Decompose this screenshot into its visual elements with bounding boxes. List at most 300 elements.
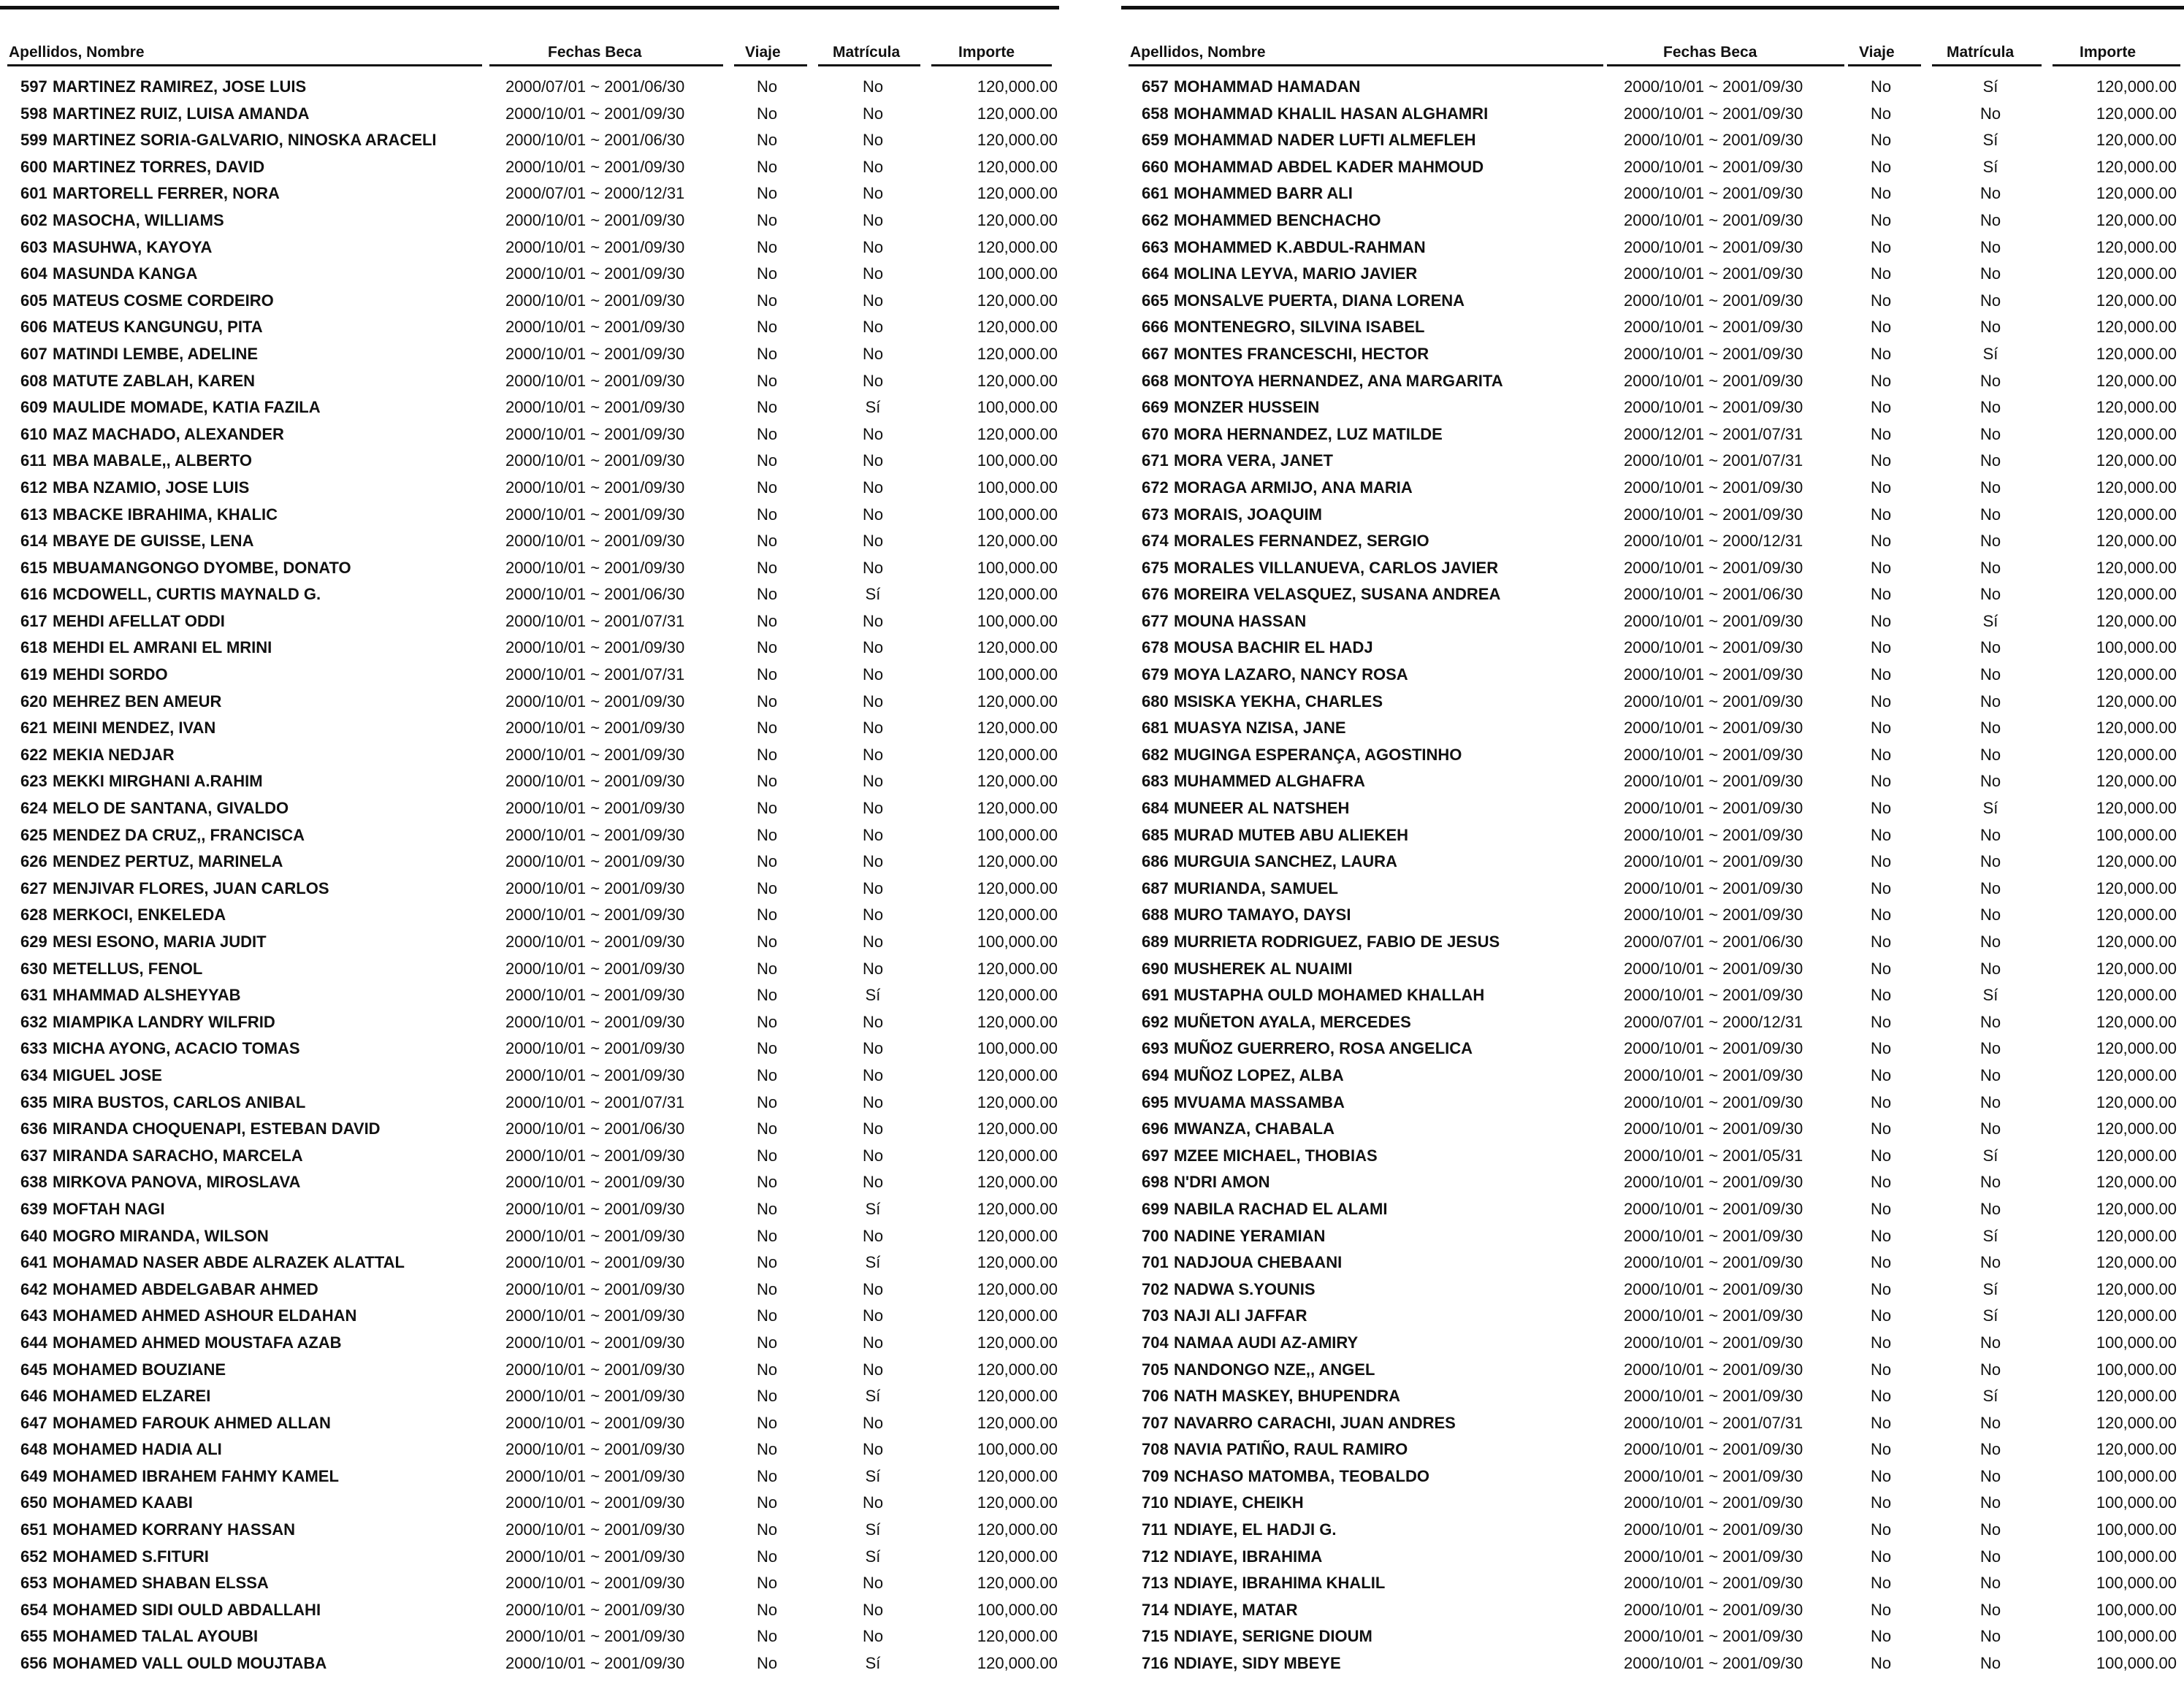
header-dates: Fechas Beca xyxy=(1663,44,1757,61)
row-name: MOHAMMED BENCHACHO xyxy=(1174,210,1381,229)
row-dates: 2000/10/01 ~ 2001/06/30 xyxy=(505,131,685,150)
table-row xyxy=(0,797,1059,824)
table-row xyxy=(0,1359,1059,1386)
row-matricula: No xyxy=(862,237,884,256)
row-viaje: No xyxy=(1870,1119,1892,1138)
table-row xyxy=(1121,316,2184,343)
table-row xyxy=(0,263,1059,290)
row-number: 611 xyxy=(20,451,47,470)
table-row xyxy=(1121,1225,2184,1252)
row-name: MOYA LAZARO, NANCY ROSA xyxy=(1174,665,1408,684)
row-number: 654 xyxy=(20,1600,47,1619)
row-viaje: No xyxy=(756,878,778,897)
row-number: 695 xyxy=(1142,1092,1169,1111)
row-dates: 2000/10/01 ~ 2001/09/30 xyxy=(505,1333,685,1352)
row-importe: 120,000.00 xyxy=(977,424,1058,443)
row-matricula: No xyxy=(1979,1574,2001,1593)
row-importe: 120,000.00 xyxy=(2096,745,2177,764)
row-number: 690 xyxy=(1142,959,1169,978)
row-name: MOHAMED ABDELGABAR AHMED xyxy=(53,1279,318,1298)
row-number: 657 xyxy=(1142,77,1169,96)
row-importe: 120,000.00 xyxy=(2096,1387,2177,1406)
row-importe: 120,000.00 xyxy=(977,585,1058,604)
row-matricula: No xyxy=(862,933,884,951)
row-viaje: No xyxy=(1870,825,1892,844)
row-name: MATEUS KANGUNGU, PITA xyxy=(53,318,263,337)
row-dates: 2000/10/01 ~ 2001/09/30 xyxy=(1624,318,1803,337)
row-importe: 100,000.00 xyxy=(2096,1360,2177,1379)
row-matricula: No xyxy=(1979,905,2001,924)
row-viaje: No xyxy=(756,1146,778,1165)
row-name: MOHAMMAD NADER LUFTI ALMEFLEH xyxy=(1174,131,1476,150)
row-dates: 2000/10/01 ~ 2001/09/30 xyxy=(505,1199,685,1218)
row-dates: 2000/10/01 ~ 2001/09/30 xyxy=(505,1065,685,1084)
row-dates: 2000/10/01 ~ 2001/09/30 xyxy=(505,1600,685,1619)
row-viaje: No xyxy=(756,1119,778,1138)
table-row xyxy=(0,878,1059,905)
row-importe: 120,000.00 xyxy=(977,131,1058,150)
row-dates: 2000/10/01 ~ 2001/09/30 xyxy=(1624,1039,1803,1058)
table-row xyxy=(0,1065,1059,1092)
row-viaje: No xyxy=(756,1547,778,1566)
table-row xyxy=(1121,1171,2184,1198)
row-dates: 2000/10/01 ~ 2001/09/30 xyxy=(505,1279,685,1298)
row-dates: 2000/10/01 ~ 2001/09/30 xyxy=(505,1440,685,1459)
row-name: MERKOCI, ENKELEDA xyxy=(53,905,226,924)
row-importe: 120,000.00 xyxy=(977,1627,1058,1646)
row-dates: 2000/10/01 ~ 2001/06/30 xyxy=(505,585,685,604)
row-name: MORALES VILLANUEVA, CARLOS JAVIER xyxy=(1174,558,1499,577)
row-viaje: No xyxy=(1870,291,1892,310)
table-row xyxy=(0,1252,1059,1279)
row-matricula: No xyxy=(862,1279,884,1298)
header-underline xyxy=(489,64,723,66)
row-importe: 120,000.00 xyxy=(977,772,1058,791)
row-matricula: No xyxy=(862,1092,884,1111)
row-number: 622 xyxy=(20,745,47,764)
row-dates: 2000/10/01 ~ 2001/05/31 xyxy=(1624,1146,1803,1165)
row-number: 629 xyxy=(20,933,47,951)
table-row xyxy=(1121,237,2184,264)
row-viaje: No xyxy=(1870,424,1892,443)
row-number: 689 xyxy=(1142,933,1169,951)
row-matricula: No xyxy=(862,478,884,497)
row-matricula: Sí xyxy=(865,1654,881,1673)
row-importe: 120,000.00 xyxy=(977,1119,1058,1138)
header-importe: Importe xyxy=(2080,44,2137,61)
row-importe: 100,000.00 xyxy=(2096,1574,2177,1593)
table-row xyxy=(0,1332,1059,1359)
row-matricula: No xyxy=(1979,398,2001,417)
row-name: NDIAYE, MATAR xyxy=(1174,1600,1298,1619)
row-number: 685 xyxy=(1142,825,1169,844)
row-dates: 2000/10/01 ~ 2001/09/30 xyxy=(1624,1065,1803,1084)
row-dates: 2000/10/01 ~ 2001/09/30 xyxy=(505,959,685,978)
row-importe: 120,000.00 xyxy=(2096,131,2177,150)
row-number: 627 xyxy=(20,878,47,897)
table-row xyxy=(1121,1252,2184,1279)
row-viaje: No xyxy=(1870,532,1892,551)
row-number: 670 xyxy=(1142,424,1169,443)
row-dates: 2000/10/01 ~ 2001/09/30 xyxy=(1624,478,1803,497)
row-importe: 100,000.00 xyxy=(977,398,1058,417)
table-row xyxy=(0,129,1059,156)
row-importe: 120,000.00 xyxy=(977,532,1058,551)
row-dates: 2000/10/01 ~ 2001/09/30 xyxy=(505,424,685,443)
header-underline xyxy=(1932,64,2042,66)
row-viaje: No xyxy=(1870,959,1892,978)
table-row xyxy=(1121,370,2184,397)
row-number: 663 xyxy=(1142,237,1169,256)
table-row xyxy=(0,370,1059,397)
row-importe: 120,000.00 xyxy=(977,1306,1058,1325)
row-dates: 2000/10/01 ~ 2001/09/30 xyxy=(1624,1360,1803,1379)
row-dates: 2000/10/01 ~ 2001/09/30 xyxy=(1624,1333,1803,1352)
table-row xyxy=(0,770,1059,797)
header-matricula: Matrícula xyxy=(1947,44,2015,61)
row-matricula: No xyxy=(1979,719,2001,738)
table-row xyxy=(1121,1653,2184,1680)
row-number: 715 xyxy=(1142,1627,1169,1646)
row-matricula: No xyxy=(1979,558,2001,577)
table-row xyxy=(1121,530,2184,557)
row-matricula: No xyxy=(862,1065,884,1084)
row-importe: 120,000.00 xyxy=(2096,371,2177,390)
row-name: MOHAMMAD ABDEL KADER MAHMOUD xyxy=(1174,157,1484,176)
row-importe: 120,000.00 xyxy=(977,318,1058,337)
row-dates: 2000/10/01 ~ 2001/09/30 xyxy=(505,1654,685,1673)
header-viaje: Viaje xyxy=(745,44,781,61)
row-viaje: No xyxy=(1870,1387,1892,1406)
row-importe: 120,000.00 xyxy=(2096,878,2177,897)
row-importe: 120,000.00 xyxy=(977,157,1058,176)
row-viaje: No xyxy=(1870,1547,1892,1566)
row-name: MUÑETON AYALA, MERCEDES xyxy=(1174,1012,1411,1031)
table-row xyxy=(0,637,1059,664)
row-name: NANDONGO NZE,, ANGEL xyxy=(1174,1360,1375,1379)
row-matricula: No xyxy=(1979,532,2001,551)
row-number: 614 xyxy=(20,532,47,551)
row-viaje: No xyxy=(1870,692,1892,711)
row-dates: 2000/10/01 ~ 2001/09/30 xyxy=(1624,665,1803,684)
row-importe: 100,000.00 xyxy=(2096,1627,2177,1646)
row-viaje: No xyxy=(756,1574,778,1593)
table-row xyxy=(1121,744,2184,771)
row-importe: 120,000.00 xyxy=(2096,799,2177,818)
row-importe: 120,000.00 xyxy=(2096,1413,2177,1432)
row-name: NDIAYE, IBRAHIMA KHALIL xyxy=(1174,1574,1386,1593)
row-dates: 2000/10/01 ~ 2001/09/30 xyxy=(505,264,685,283)
row-importe: 120,000.00 xyxy=(2096,237,2177,256)
row-viaje: No xyxy=(756,986,778,1005)
row-name: MIRANDA CHOQUENAPI, ESTEBAN DAVID xyxy=(53,1119,381,1138)
row-dates: 2000/10/01 ~ 2001/09/30 xyxy=(505,825,685,844)
row-name: MBUAMANGONGO DYOMBE, DONATO xyxy=(53,558,351,577)
row-name: MENDEZ PERTUZ, MARINELA xyxy=(53,852,283,871)
table-row xyxy=(1121,76,2184,103)
row-number: 640 xyxy=(20,1226,47,1245)
row-name: NAJI ALI JAFFAR xyxy=(1174,1306,1307,1325)
row-viaje: No xyxy=(756,1092,778,1111)
row-matricula: No xyxy=(1979,585,2001,604)
row-matricula: No xyxy=(1979,1199,2001,1218)
row-number: 672 xyxy=(1142,478,1169,497)
row-number: 703 xyxy=(1142,1306,1169,1325)
row-matricula: No xyxy=(862,451,884,470)
row-name: MIGUEL JOSE xyxy=(53,1065,162,1084)
row-dates: 2000/10/01 ~ 2001/09/30 xyxy=(1624,1279,1803,1298)
table-row xyxy=(1121,129,2184,156)
table-row xyxy=(1121,1011,2184,1038)
row-importe: 120,000.00 xyxy=(2096,184,2177,203)
row-matricula: No xyxy=(1979,692,2001,711)
row-importe: 100,000.00 xyxy=(977,1039,1058,1058)
row-matricula: Sí xyxy=(1982,77,1998,96)
table-row xyxy=(1121,851,2184,878)
row-importe: 120,000.00 xyxy=(2096,852,2177,871)
row-name: MOHAMED VALL OULD MOUJTABA xyxy=(53,1654,327,1673)
row-dates: 2000/10/01 ~ 2001/09/30 xyxy=(505,398,685,417)
table-row xyxy=(0,76,1059,103)
row-number: 683 xyxy=(1142,772,1169,791)
table-row xyxy=(1121,770,2184,797)
row-dates: 2000/10/01 ~ 2001/09/30 xyxy=(1624,1493,1803,1512)
table-row xyxy=(1121,343,2184,370)
table-row xyxy=(1121,1412,2184,1439)
row-name: MOHAMED TALAL AYOUBI xyxy=(53,1627,259,1646)
row-importe: 120,000.00 xyxy=(977,104,1058,123)
row-dates: 2000/10/01 ~ 2001/09/30 xyxy=(1624,1119,1803,1138)
table-row xyxy=(1121,797,2184,824)
row-name: MOHAMED BOUZIANE xyxy=(53,1360,226,1379)
row-viaje: No xyxy=(756,77,778,96)
row-importe: 120,000.00 xyxy=(977,1146,1058,1165)
row-name: NADINE YERAMIAN xyxy=(1174,1226,1326,1245)
row-importe: 120,000.00 xyxy=(2096,210,2177,229)
row-number: 617 xyxy=(20,611,47,630)
row-name: MASOCHA, WILLIAMS xyxy=(53,210,224,229)
table-row xyxy=(0,1466,1059,1493)
row-dates: 2000/10/01 ~ 2001/09/30 xyxy=(1624,1173,1803,1192)
row-name: MATINDI LEMBE, ADELINE xyxy=(53,344,259,363)
row-dates: 2000/10/01 ~ 2001/07/31 xyxy=(505,1092,685,1111)
row-matricula: No xyxy=(1979,318,2001,337)
row-dates: 2000/10/01 ~ 2001/07/31 xyxy=(505,611,685,630)
table-row xyxy=(1121,1492,2184,1519)
row-number: 641 xyxy=(20,1253,47,1272)
row-dates: 2000/10/01 ~ 2001/07/31 xyxy=(1624,1413,1803,1432)
row-importe: 120,000.00 xyxy=(977,1413,1058,1432)
table-row xyxy=(1121,1439,2184,1466)
row-name: MOHAMED ELZAREI xyxy=(53,1387,211,1406)
row-dates: 2000/10/01 ~ 2001/09/30 xyxy=(1624,237,1803,256)
row-name: NADWA S.YOUNIS xyxy=(1174,1279,1316,1298)
row-dates: 2000/10/01 ~ 2001/09/30 xyxy=(505,1306,685,1325)
row-matricula: No xyxy=(1979,210,2001,229)
row-number: 618 xyxy=(20,638,47,657)
table-row xyxy=(0,316,1059,343)
column-header-row xyxy=(1121,44,2184,66)
row-viaje: No xyxy=(756,1360,778,1379)
row-number: 649 xyxy=(20,1466,47,1485)
row-importe: 120,000.00 xyxy=(977,1387,1058,1406)
row-importe: 120,000.00 xyxy=(977,692,1058,711)
row-importe: 120,000.00 xyxy=(2096,344,2177,363)
row-matricula: No xyxy=(1979,638,2001,657)
row-matricula: No xyxy=(1979,1173,2001,1192)
row-name: MOHAMED AHMED ASHOUR ELDAHAN xyxy=(53,1306,357,1325)
row-number: 687 xyxy=(1142,878,1169,897)
row-importe: 100,000.00 xyxy=(977,933,1058,951)
row-number: 648 xyxy=(20,1440,47,1459)
row-dates: 2000/10/01 ~ 2001/09/30 xyxy=(1624,291,1803,310)
row-viaje: No xyxy=(1870,237,1892,256)
row-number: 674 xyxy=(1142,532,1169,551)
row-number: 658 xyxy=(1142,104,1169,123)
row-name: MENDEZ DA CRUZ,, FRANCISCA xyxy=(53,825,305,844)
row-importe: 100,000.00 xyxy=(2096,825,2177,844)
row-name: MEHDI EL AMRANI EL MRINI xyxy=(53,638,272,657)
row-matricula: No xyxy=(1979,1092,2001,1111)
row-name: NAVIA PATIÑO, RAUL RAMIRO xyxy=(1174,1440,1408,1459)
row-matricula: Sí xyxy=(1982,1306,1998,1325)
row-matricula: No xyxy=(862,157,884,176)
row-name: NADJOUA CHEBAANI xyxy=(1174,1253,1343,1272)
table-row xyxy=(0,717,1059,744)
row-matricula: No xyxy=(862,959,884,978)
row-viaje: No xyxy=(756,905,778,924)
table-row xyxy=(1121,504,2184,531)
row-dates: 2000/10/01 ~ 2001/09/30 xyxy=(505,291,685,310)
row-matricula: No xyxy=(1979,1253,2001,1272)
row-number: 655 xyxy=(20,1627,47,1646)
top-rule xyxy=(1121,6,2184,9)
row-dates: 2000/10/01 ~ 2001/09/30 xyxy=(1624,558,1803,577)
row-importe: 120,000.00 xyxy=(2096,77,2177,96)
row-importe: 120,000.00 xyxy=(977,959,1058,978)
row-name: MVUAMA MASSAMBA xyxy=(1174,1092,1345,1111)
table-row xyxy=(1121,1279,2184,1306)
row-matricula: No xyxy=(1979,264,2001,283)
row-viaje: No xyxy=(1870,184,1892,203)
row-importe: 120,000.00 xyxy=(2096,291,2177,310)
row-name: MOHAMED IBRAHEM FAHMY KAMEL xyxy=(53,1466,339,1485)
row-name: MEKKI MIRGHANI A.RAHIM xyxy=(53,772,263,791)
row-name: MIRANDA SARACHO, MARCELA xyxy=(53,1146,303,1165)
row-dates: 2000/10/01 ~ 2001/09/30 xyxy=(1624,398,1803,417)
row-name: NDIAYE, SIDY MBEYE xyxy=(1174,1654,1341,1673)
row-viaje: No xyxy=(756,210,778,229)
table-row xyxy=(0,1198,1059,1225)
row-dates: 2000/10/01 ~ 2001/09/30 xyxy=(1624,104,1803,123)
row-number: 666 xyxy=(1142,318,1169,337)
row-number: 647 xyxy=(20,1413,47,1432)
row-matricula: No xyxy=(862,1413,884,1432)
row-matricula: No xyxy=(862,1146,884,1165)
row-viaje: No xyxy=(1870,558,1892,577)
table-row xyxy=(1121,1145,2184,1172)
row-name: MOUNA HASSAN xyxy=(1174,611,1307,630)
row-name: MUHAMMED ALGHAFRA xyxy=(1174,772,1365,791)
row-importe: 120,000.00 xyxy=(977,1199,1058,1218)
row-importe: 120,000.00 xyxy=(977,1493,1058,1512)
table-row xyxy=(1121,1626,2184,1653)
row-number: 597 xyxy=(20,77,47,96)
row-number: 608 xyxy=(20,371,47,390)
row-importe: 120,000.00 xyxy=(2096,1065,2177,1084)
table-row xyxy=(0,824,1059,851)
row-name: MORAIS, JOAQUIM xyxy=(1174,505,1322,524)
row-dates: 2000/10/01 ~ 2001/09/30 xyxy=(505,1146,685,1165)
row-matricula: No xyxy=(862,1119,884,1138)
row-number: 615 xyxy=(20,558,47,577)
row-viaje: No xyxy=(1870,451,1892,470)
row-viaje: No xyxy=(756,1253,778,1272)
row-importe: 100,000.00 xyxy=(977,611,1058,630)
row-viaje: No xyxy=(1870,665,1892,684)
row-viaje: No xyxy=(1870,157,1892,176)
row-name: NDIAYE, EL HADJI G. xyxy=(1174,1520,1337,1539)
row-name: MHAMMAD ALSHEYYAB xyxy=(53,986,241,1005)
row-matricula: No xyxy=(862,1493,884,1512)
row-viaje: No xyxy=(756,1173,778,1192)
row-number: 626 xyxy=(20,852,47,871)
table-row xyxy=(1121,1572,2184,1599)
row-name: MOHAMED SIDI OULD ABDALLAHI xyxy=(53,1600,321,1619)
row-importe: 120,000.00 xyxy=(2096,933,2177,951)
row-dates: 2000/10/01 ~ 2001/09/30 xyxy=(505,371,685,390)
row-matricula: No xyxy=(1979,1065,2001,1084)
row-importe: 120,000.00 xyxy=(2096,104,2177,123)
row-matricula: No xyxy=(862,1039,884,1058)
row-viaje: No xyxy=(756,1413,778,1432)
header-underline xyxy=(734,64,807,66)
row-name: MARTINEZ SORIA-GALVARIO, NINOSKA ARACELI xyxy=(53,131,437,150)
row-number: 630 xyxy=(20,959,47,978)
header-underline xyxy=(1607,64,1844,66)
row-matricula: No xyxy=(862,1360,884,1379)
row-viaje: No xyxy=(1870,1627,1892,1646)
row-importe: 120,000.00 xyxy=(977,1574,1058,1593)
row-number: 599 xyxy=(20,131,47,150)
row-importe: 120,000.00 xyxy=(977,371,1058,390)
row-importe: 120,000.00 xyxy=(2096,264,2177,283)
row-number: 607 xyxy=(20,344,47,363)
row-viaje: No xyxy=(756,1039,778,1058)
row-importe: 120,000.00 xyxy=(977,1520,1058,1539)
row-name: MIRKOVA PANOVA, MIROSLAVA xyxy=(53,1173,301,1192)
row-importe: 120,000.00 xyxy=(2096,1226,2177,1245)
row-number: 616 xyxy=(20,585,47,604)
top-rule xyxy=(0,6,1059,9)
row-viaje: No xyxy=(756,933,778,951)
row-importe: 120,000.00 xyxy=(2096,424,2177,443)
table-row xyxy=(0,1171,1059,1198)
row-viaje: No xyxy=(756,451,778,470)
row-viaje: No xyxy=(756,1199,778,1218)
row-matricula: No xyxy=(862,344,884,363)
row-dates: 2000/10/01 ~ 2001/09/30 xyxy=(1624,184,1803,203)
table-row xyxy=(0,1225,1059,1252)
row-dates: 2000/10/01 ~ 2001/09/30 xyxy=(1624,505,1803,524)
row-number: 702 xyxy=(1142,1279,1169,1298)
row-matricula: No xyxy=(862,104,884,123)
row-importe: 120,000.00 xyxy=(977,878,1058,897)
row-dates: 2000/10/01 ~ 2001/09/30 xyxy=(505,1253,685,1272)
row-importe: 120,000.00 xyxy=(977,1333,1058,1352)
row-viaje: No xyxy=(756,1306,778,1325)
row-matricula: No xyxy=(1979,478,2001,497)
